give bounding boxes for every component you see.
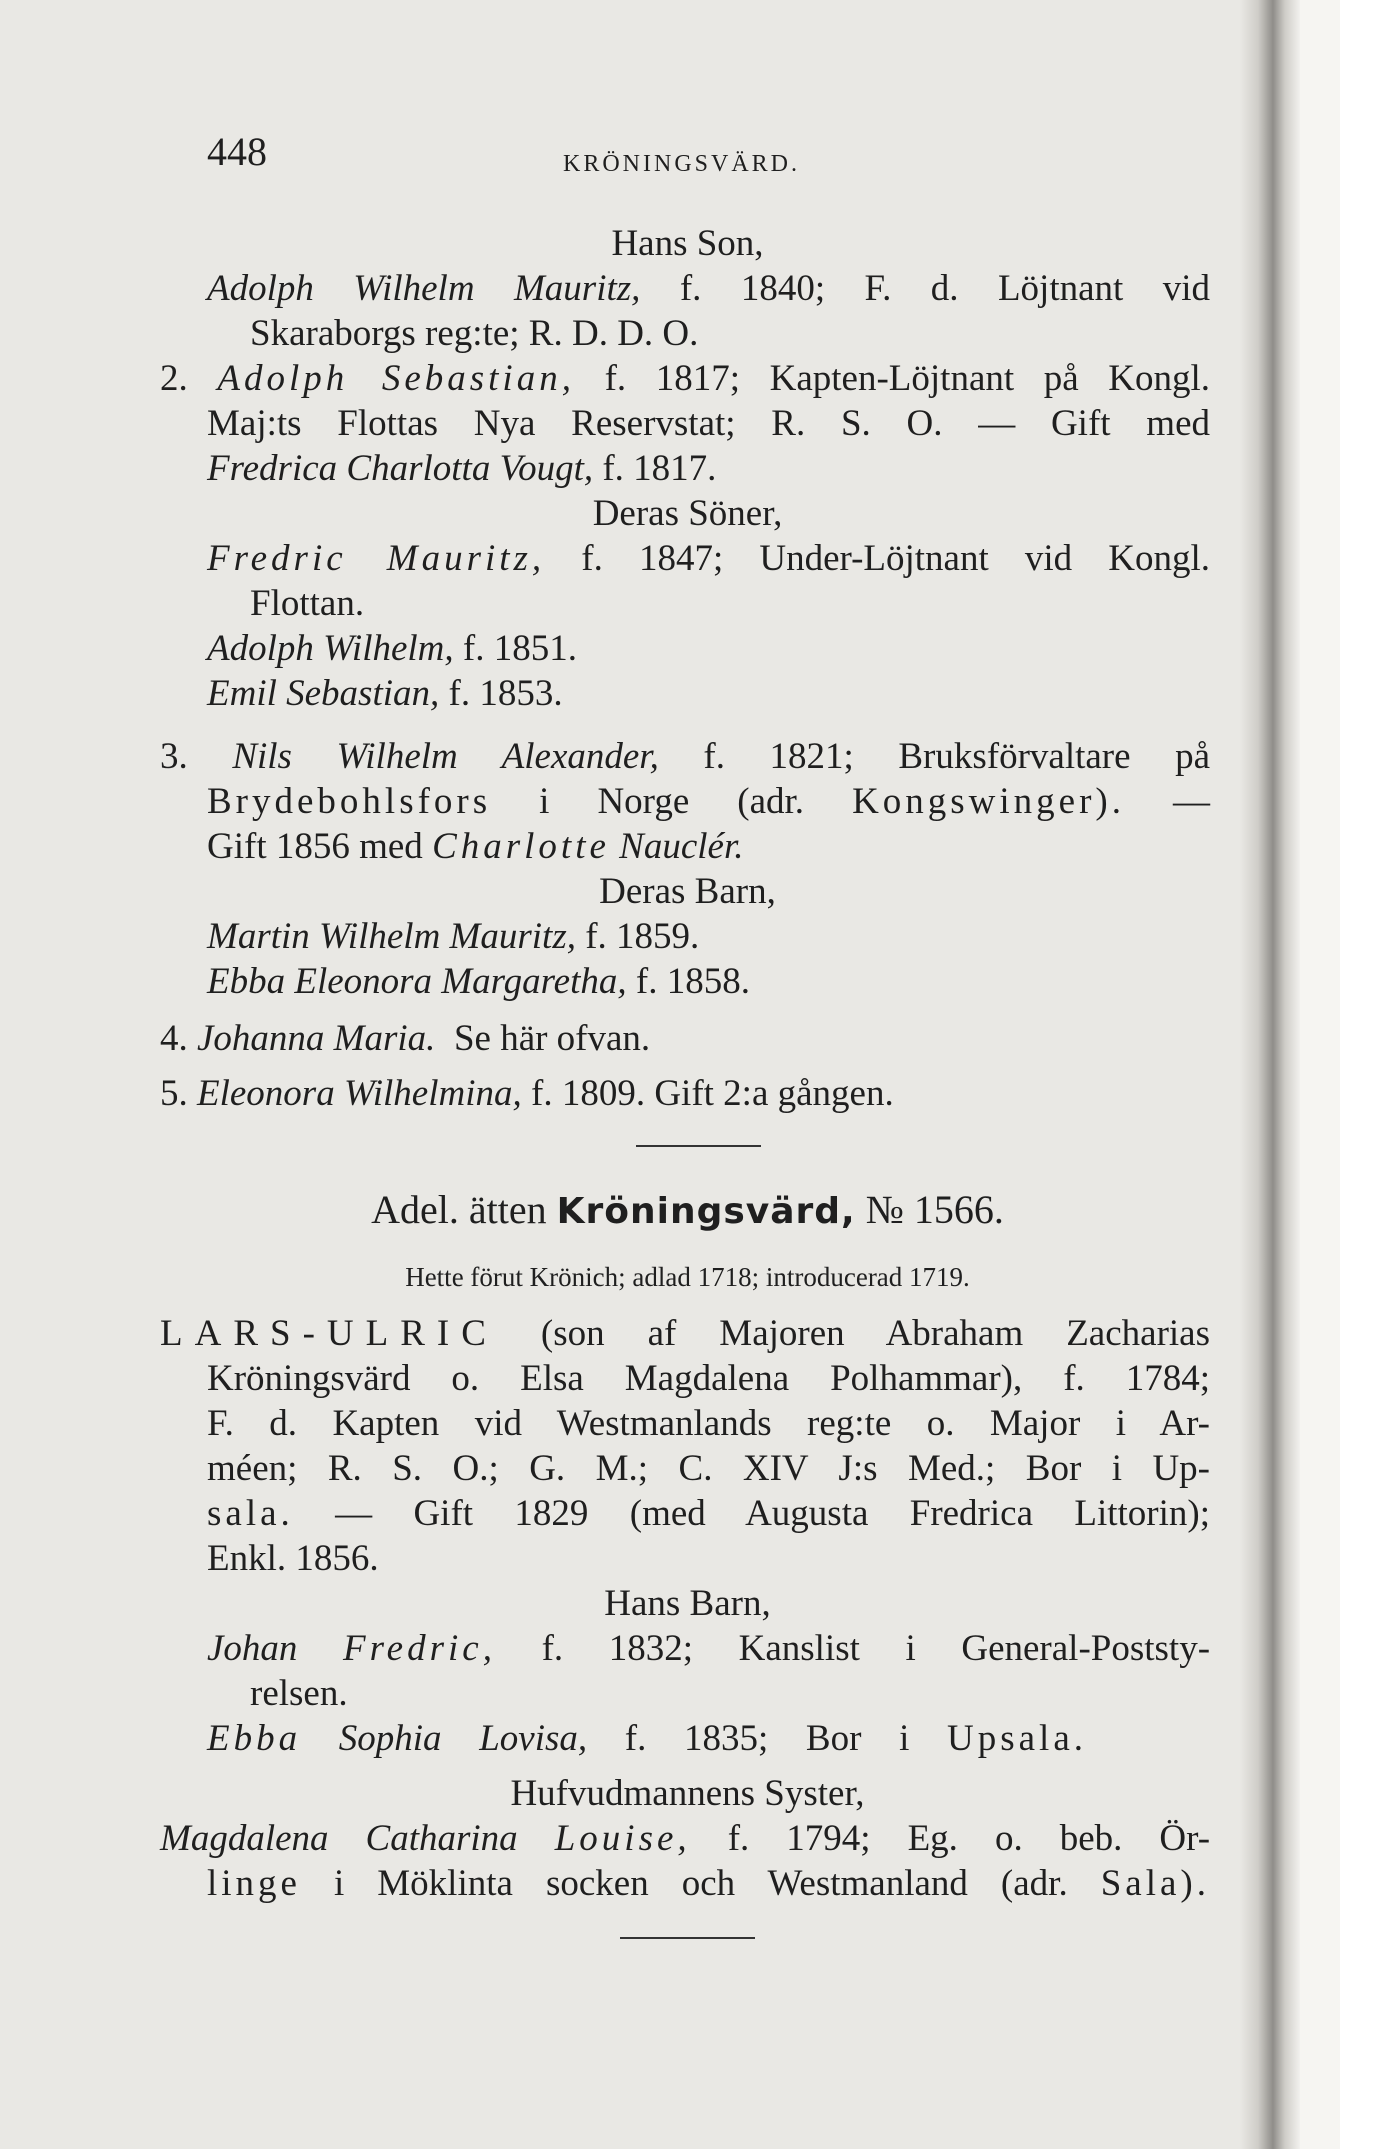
entry-line: Skaraborgs reg:te; R. D. D. O. [250,313,699,354]
entry-adolph-sebastian: 2. Adolph Sebastian, f. 1817; Kapten-Löjtnant på Kongl. [160,358,1211,399]
heading-deras-barn: Deras Barn, [599,871,776,912]
next-page-edge [1300,0,1340,2149]
entry-line: Fredrica Charlotta Vougt, f. 1817. [207,448,717,489]
entry-martin-wilhelm-mauritz: Martin Wilhelm Mauritz, f. 1859. [207,916,700,957]
heading-hufvudmannens-syster: Hufvudmannens Syster, [510,1773,865,1814]
heading-hans-son: Hans Son, [611,223,764,264]
running-title: KRÖNINGSVÄRD. [563,151,801,177]
entry-line: Maj:ts Flottas Nya Reservstat; R. S. O. — Gift med [207,403,1210,444]
entry-ebba-sophia-lovisa: Ebba Sophia Lovisa, f. 1835; Bor i Upsala. [207,1718,1088,1759]
entry-line: F. d. Kapten vid Westmanlands reg:te o. Major i Ar- [207,1403,1210,1444]
page-number: 448 [207,129,267,174]
entry-line: sala. — Gift 1829 (med Augusta Fredrica Littorin); [207,1493,1210,1534]
entry-eleonora-wilhelmina: 5. Eleonora Wilhelmina, f. 1809. Gift 2:a gången. [160,1073,894,1114]
entry-line: Kröningsvärd o. Elsa Magdalena Polhammar), f. 1784; [207,1358,1210,1399]
entry-adolph-wilhelm: Adolph Wilhelm, f. 1851. [207,628,577,669]
entry-emil-sebastian: Emil Sebastian, f. 1853. [207,673,563,714]
entry-line: méen; R. S. O.; G. M.; C. XIV J:s Med.; Bor i Up- [207,1448,1210,1489]
entry-johanna-maria: 4. Johanna Maria. Se här ofvan. [160,1018,651,1059]
entry-line: Gift 1856 med Charlotte Nauclér. [207,826,744,867]
section-divider [636,1145,761,1147]
entry-adolph-wilhelm-mauritz: Adolph Wilhelm Mauritz, f. 1840; F. d. Löjtnant vid [207,268,1211,309]
entry-lars-ulric: LARS-ULRIC (son af Majoren Abraham Zacharias [160,1313,1211,1354]
entry-johan-fredric: Johan Fredric, f. 1832; Kanslist i General-Poststy- [207,1628,1211,1669]
entry-line: Flottan. [250,583,365,624]
book-gutter [1240,0,1300,2149]
entry-line: Brydebohlsfors i Norge (adr. Kongswinger). — [207,781,1211,822]
heading-hans-barn: Hans Barn, [604,1583,771,1624]
section-title: Adel. ätten Kröningsvärd, № 1566. [371,1187,1004,1232]
entry-line: relsen. [250,1673,348,1714]
closing-divider [620,1937,755,1939]
entry-ebba-eleonora-margaretha: Ebba Eleonora Margaretha, f. 1858. [207,961,750,1002]
entry-line: linge i Möklinta socken och Westmanland (adr. Sala). [207,1863,1211,1904]
section-subtitle: Hette förut Krönich; adlad 1718; introducerad 1719. [405,1262,970,1292]
entry-fredric-mauritz: Fredric Mauritz, f. 1847; Under-Löjtnant vid Kongl. [207,538,1210,579]
entry-magdalena-catharina-louise: Magdalena Catharina Louise, f. 1794; Eg. o. beb. Ör- [160,1818,1211,1859]
heading-deras-soner: Deras Söner, [592,493,783,534]
entry-nils-wilhelm-alexander: 3. Nils Wilhelm Alexander, f. 1821; Bruksförvaltare på [160,736,1211,777]
entry-line: Enkl. 1856. [207,1538,379,1579]
